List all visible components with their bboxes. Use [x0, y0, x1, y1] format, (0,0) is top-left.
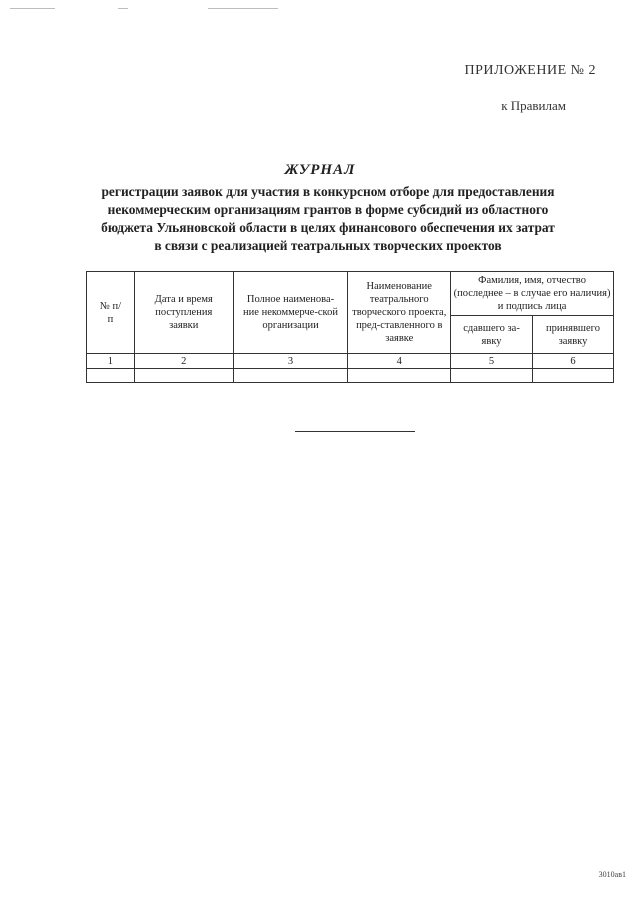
empty-cell: [532, 369, 613, 383]
table-header-row: [87, 272, 614, 316]
registration-journal-table: [86, 271, 614, 383]
scan-artifact: [208, 8, 278, 9]
empty-cell: [451, 369, 533, 383]
header-project-name: Наименование театрального творческого проекта, пред-ставленного в заявке: [348, 272, 451, 354]
column-number: 4: [348, 354, 451, 369]
column-number: 6: [532, 354, 613, 369]
empty-cell: [233, 369, 348, 383]
subtitle-line: в связи с реализацией театральных творческих проектов: [154, 238, 502, 253]
empty-cell: [87, 369, 135, 383]
column-number: 2: [134, 354, 233, 369]
subtitle-line: бюджета Ульяновской области в целях финансового обеспечения их затрат: [101, 220, 555, 235]
column-number-row: [87, 354, 614, 369]
appendix-label: ПРИЛОЖЕНИЕ № 2: [464, 63, 596, 78]
header-organization-name: Полное наименова-ние некоммерче-ской организации: [233, 272, 348, 354]
column-number: 5: [451, 354, 533, 369]
scan-artifact: [118, 8, 128, 9]
to-rules-label: к Правилам: [501, 98, 566, 113]
header-date-time: Дата и время поступления заявки: [134, 272, 233, 354]
empty-cell: [348, 369, 451, 383]
document-subtitle: [78, 183, 578, 255]
header-number: № п/п: [87, 272, 135, 354]
subtitle-line: регистрации заявок для участия в конкурсном отборе для предоставления: [101, 184, 555, 199]
document-title: ЖУРНАЛ: [284, 162, 356, 178]
empty-cell: [134, 369, 233, 383]
header-submitted-by: сдавшего за-явку: [451, 316, 533, 354]
empty-row: [87, 369, 614, 383]
document-code: 3010ав1: [598, 870, 626, 879]
scan-artifact: [10, 8, 55, 9]
column-number: 1: [87, 354, 135, 369]
column-number: 3: [233, 354, 348, 369]
subtitle-line: некоммерческим организациям грантов в форме субсидий из областного: [107, 202, 549, 217]
header-person-group: Фамилия, имя, отчество (последнее – в случае его наличия) и подпись лица: [451, 272, 614, 316]
separator-line: [295, 431, 415, 432]
header-accepted-by: принявшего заявку: [532, 316, 613, 354]
